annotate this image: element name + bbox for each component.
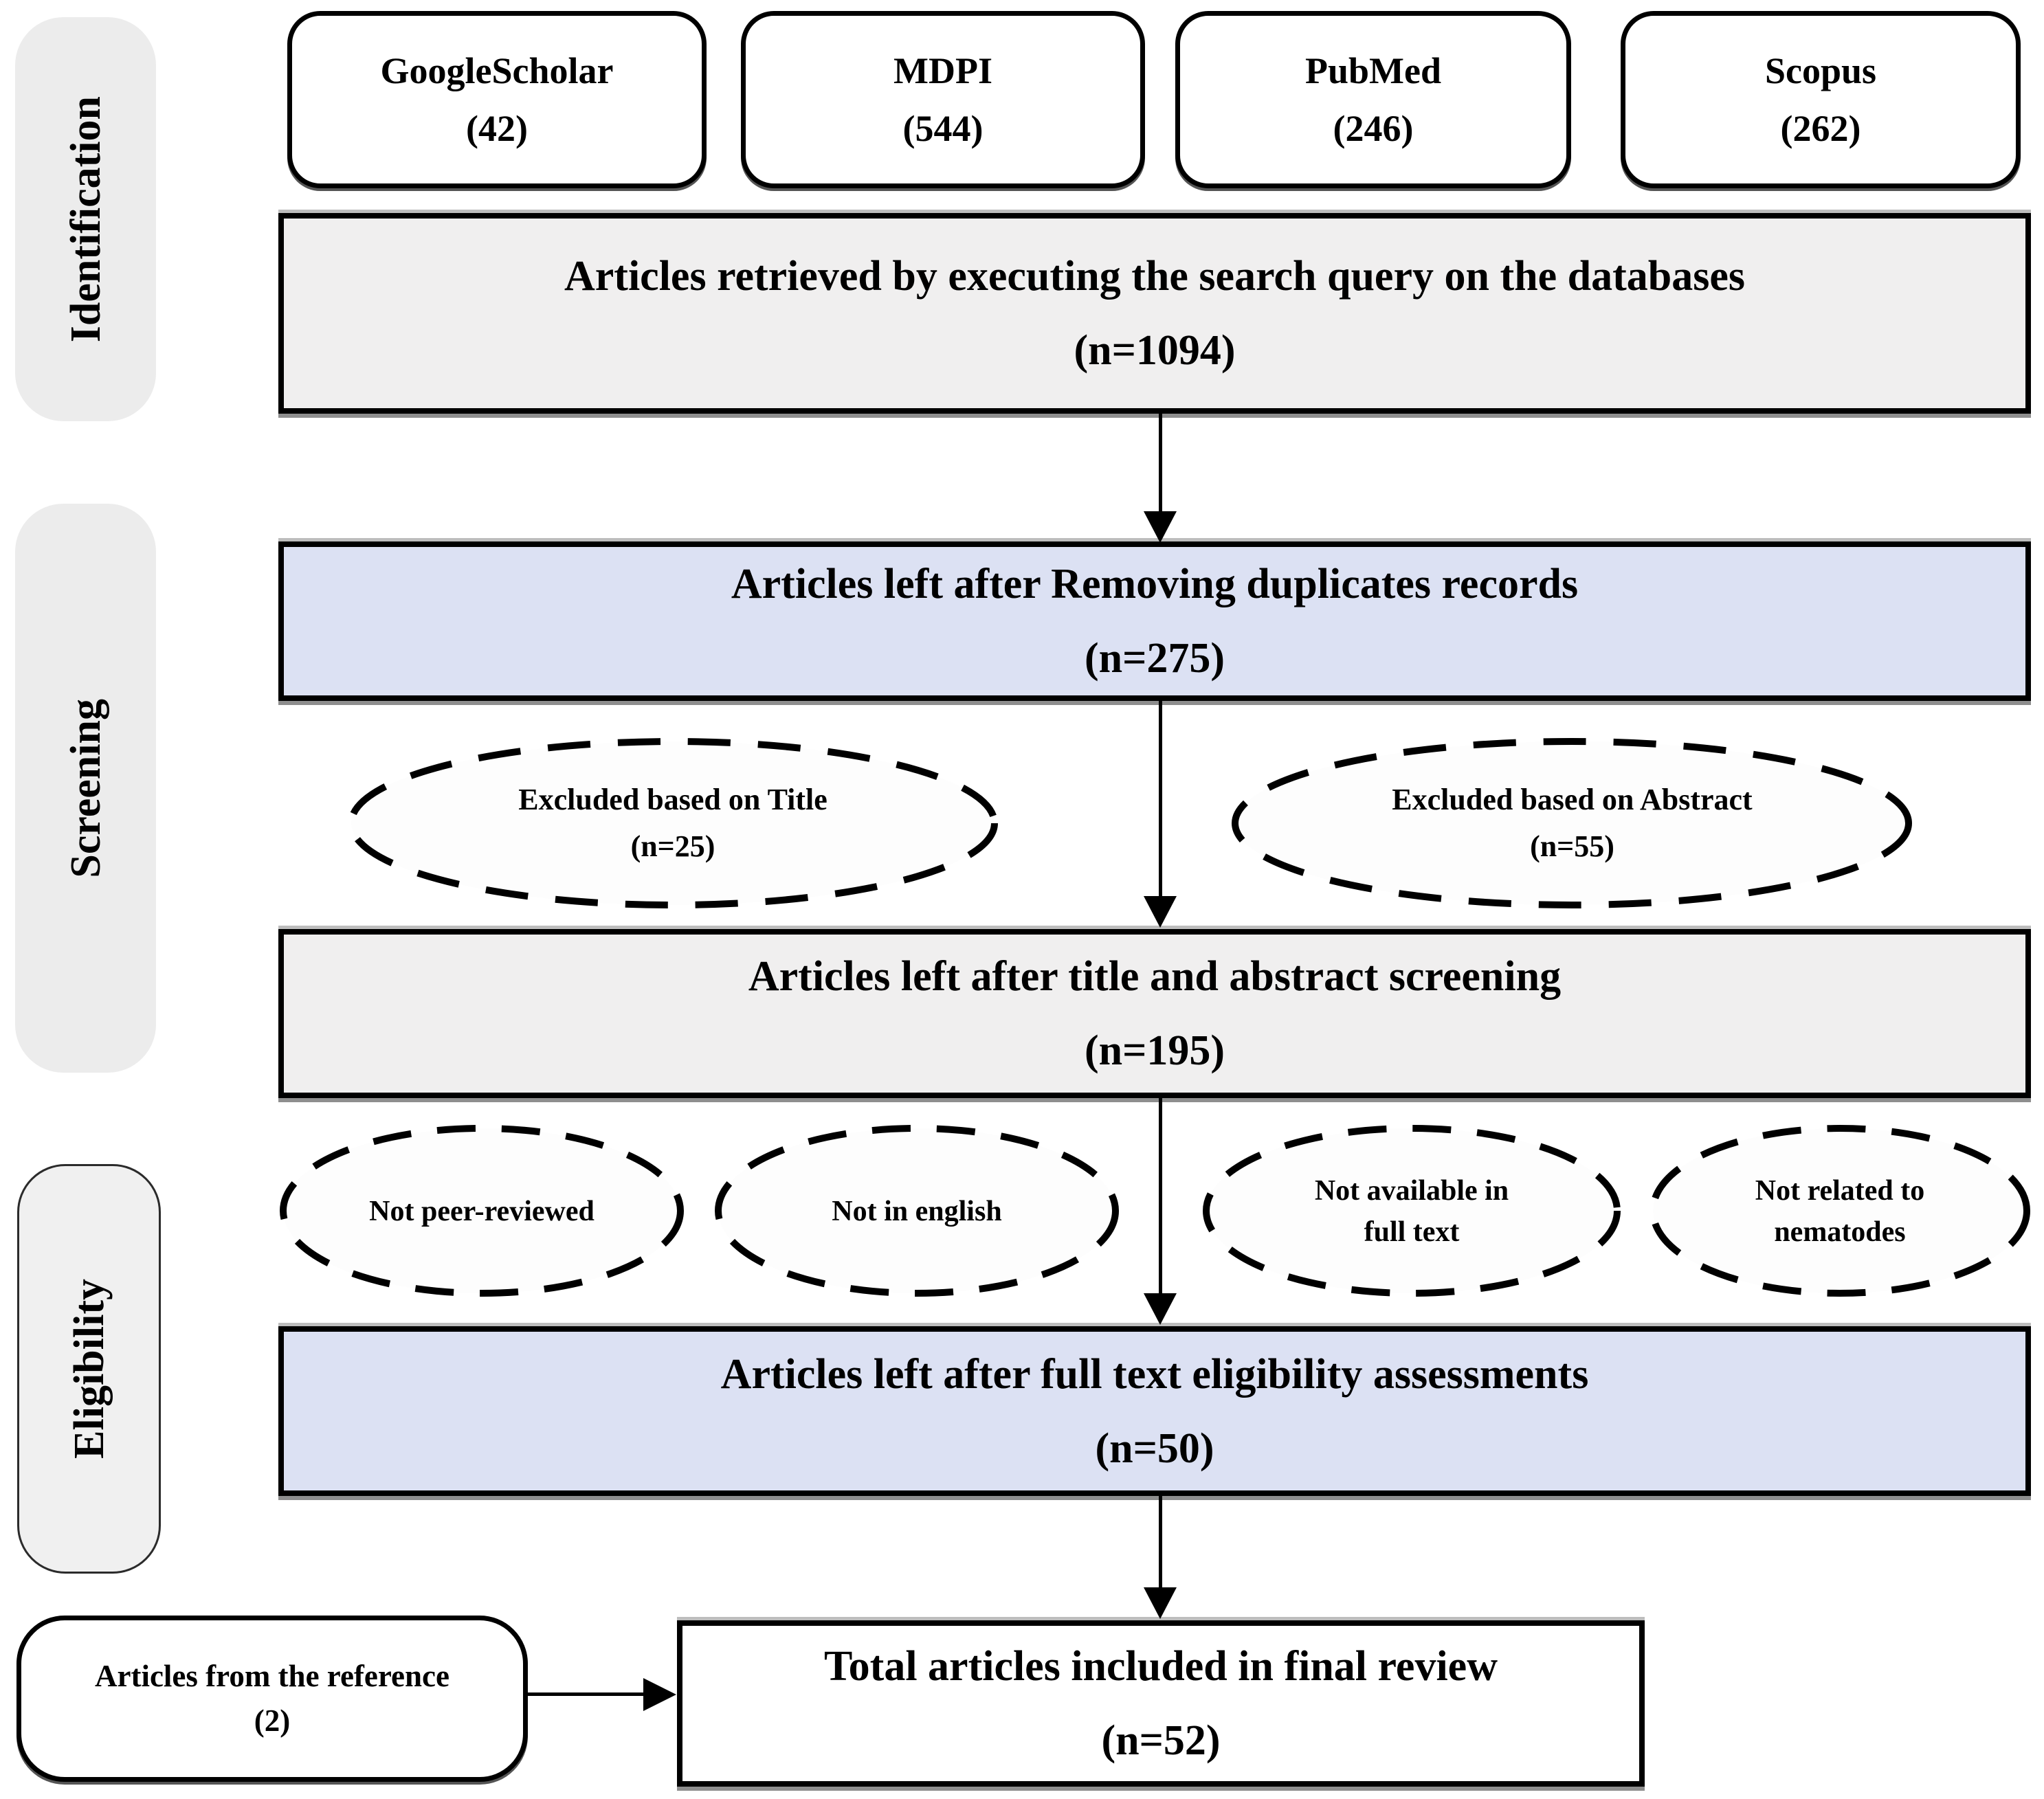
stage-label-identification-text: Identification: [62, 96, 109, 343]
exclusion-ellipse-nematodes: [1648, 1124, 2032, 1299]
process-text: Articles left after title and abstract screening: [748, 953, 1562, 1000]
source-count: (246): [1333, 108, 1414, 149]
exclusion-ellipse-peer-reviewed: [278, 1124, 685, 1299]
exclusion-text: Not peer-reviewed: [369, 1195, 595, 1227]
process-box-title-abstract: [278, 929, 2031, 1098]
process-box-retrieved: [278, 213, 2031, 414]
process-count: (n=195): [1084, 1027, 1225, 1074]
arrow-line-retrieved-to-dedup: [1159, 414, 1162, 514]
stage-label-screening-text: Screening: [62, 698, 109, 878]
process-text: Articles retrieved by executing the search query on the databases: [564, 253, 1745, 300]
exclusion-text: Not available in: [1314, 1174, 1509, 1207]
exclusion-count: (n=25): [630, 829, 715, 863]
source-name: GoogleScholar: [380, 50, 614, 91]
source-box-mdpi: [741, 11, 1145, 188]
exclusion-text: Excluded based on Abstract: [1392, 783, 1753, 816]
process-box-full-text: [278, 1326, 2031, 1496]
process-text: Total articles included in final review: [824, 1643, 1498, 1690]
process-count: (n=52): [1101, 1717, 1221, 1764]
process-box-deduplicated: [278, 541, 2031, 701]
arrow-head-right-icon: [643, 1678, 676, 1711]
source-count: (262): [1780, 108, 1861, 149]
exclusion-ellipse-full-text: [1201, 1124, 1622, 1299]
source-box-scopus: [1621, 11, 2021, 188]
process-count: (n=50): [1095, 1424, 1214, 1472]
arrow-head-down-icon: [1144, 1587, 1177, 1619]
exclusion-ellipse-english: [713, 1124, 1120, 1299]
reference-articles-box: [16, 1616, 528, 1782]
arrow-line-screening-to-eligibility: [1159, 1097, 1162, 1295]
source-name: PubMed: [1304, 50, 1442, 91]
exclusion-text: Not related to: [1755, 1174, 1925, 1207]
exclusion-ellipse-title: [346, 737, 999, 910]
stage-label-identification: [15, 17, 156, 421]
process-count: (n=275): [1084, 635, 1225, 682]
stage-label-eligibility-text: Eligibility: [65, 1279, 113, 1459]
source-box-googlescholar: [287, 11, 707, 188]
source-name: Scopus: [1764, 50, 1877, 91]
exclusion-count: (n=55): [1530, 829, 1614, 863]
exclusion-text: nematodes: [1774, 1216, 1906, 1248]
stage-label-eligibility: [17, 1164, 161, 1574]
source-count: (544): [902, 108, 984, 149]
process-box-final: [677, 1620, 1645, 1787]
source-name: MDPI: [893, 50, 992, 91]
arrow-head-down-icon: [1144, 896, 1177, 928]
arrow-line-reference-to-final: [524, 1692, 646, 1696]
process-text: Articles left after full text eligibility assessments: [720, 1350, 1589, 1398]
source-box-pubmed: [1175, 11, 1571, 188]
source-count: (42): [466, 108, 528, 149]
arrow-line-dedup-to-screening: [1159, 700, 1162, 897]
arrow-head-down-icon: [1144, 511, 1177, 543]
stage-label-screening: [15, 504, 156, 1073]
reference-text: Articles from the reference: [95, 1659, 449, 1693]
process-text: Articles left after Removing duplicates records: [731, 561, 1579, 607]
exclusion-ellipse-abstract: [1230, 737, 1914, 910]
exclusion-text: Not in english: [832, 1195, 1002, 1227]
process-count: (n=1094): [1074, 327, 1236, 374]
arrow-head-down-icon: [1144, 1293, 1177, 1325]
arrow-line-eligibility-to-final: [1159, 1495, 1162, 1589]
exclusion-text: full text: [1364, 1216, 1460, 1248]
exclusion-text: Excluded based on Title: [518, 783, 827, 816]
reference-count: (2): [254, 1703, 291, 1738]
